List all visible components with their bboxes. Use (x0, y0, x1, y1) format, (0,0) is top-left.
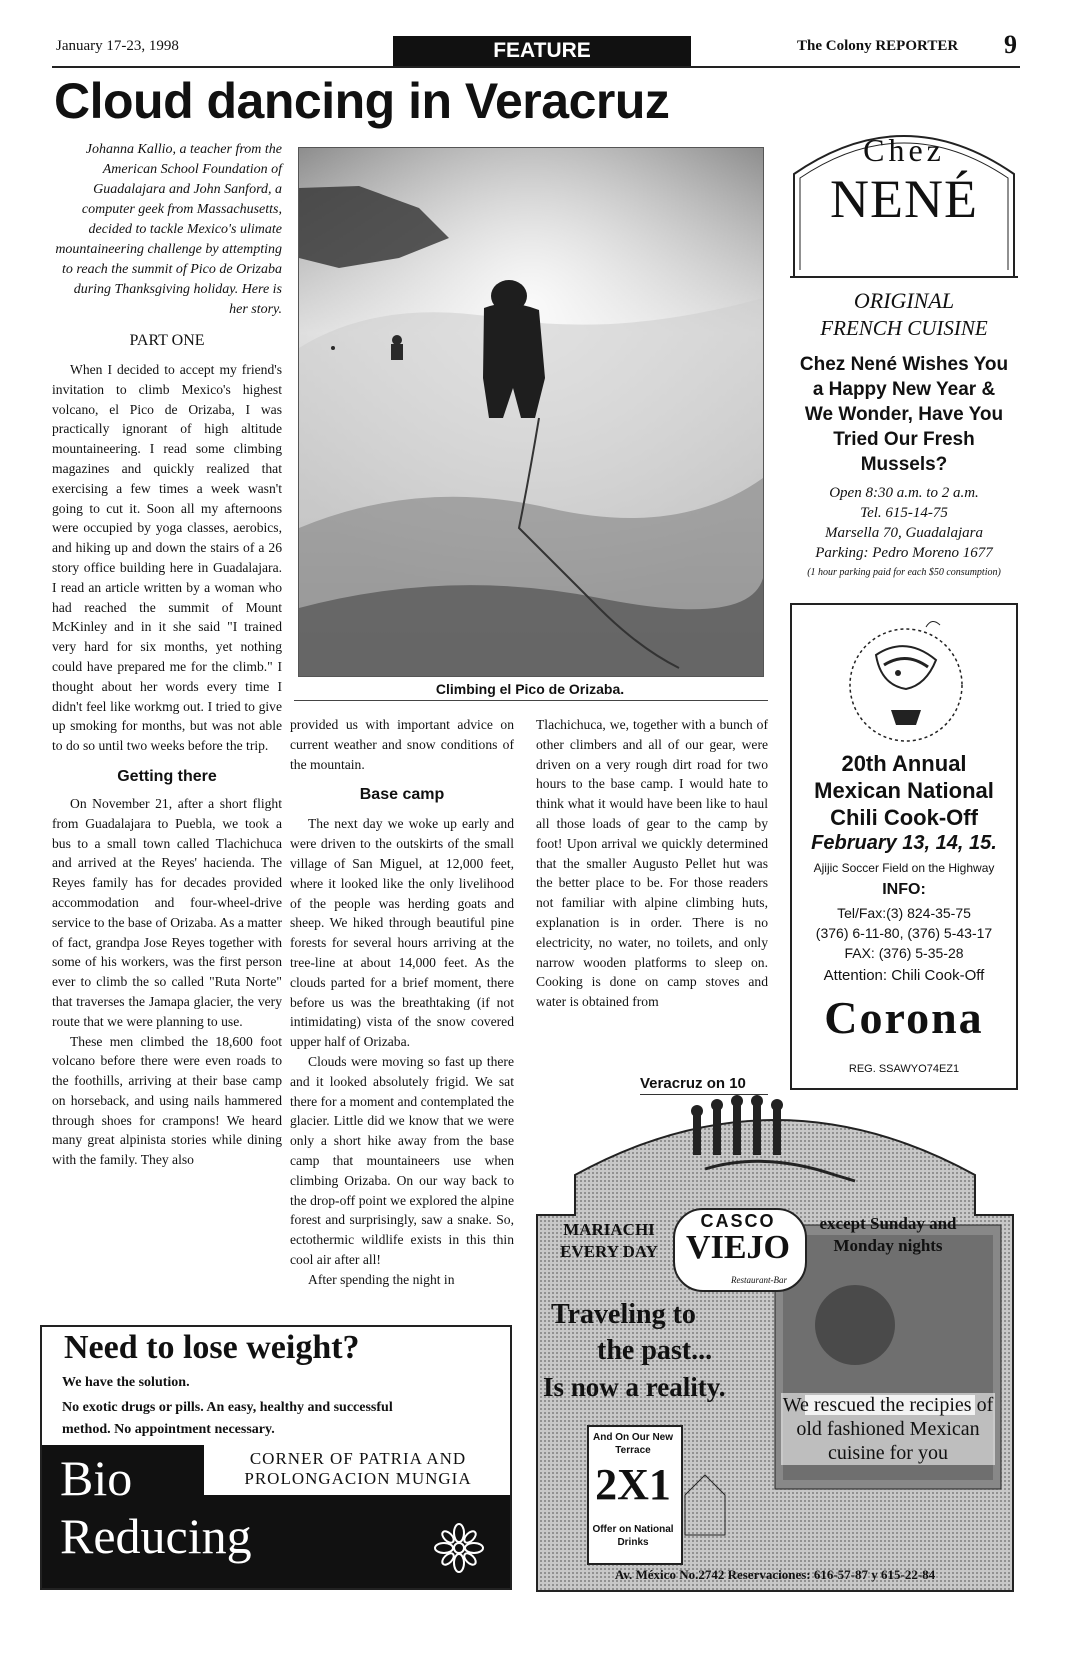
ad-chez-nene (790, 120, 1018, 582)
chez-headline: Chez Nené Wishes You a Happy New Year & We Wonder, Have You Tried Our Fresh Mussels? (799, 354, 1009, 475)
chili-phones: (376) 6-11-80, (376) 5-43-17 (815, 925, 993, 941)
newspaper-name: The Colony REPORTER (797, 38, 959, 54)
casco-except: except Sunday and Monday nights (819, 1214, 957, 1255)
chez-logo-main: NENÉ (830, 169, 978, 229)
casco-logo-bottom: VIEJO (686, 1229, 790, 1266)
casco-rescued: We rescued the recipies of old fashioned Mexican cuisine for you (782, 1394, 994, 1464)
chili-contacts (792, 903, 1016, 963)
chili-title-mexican: Mexican National (814, 778, 994, 803)
casco-offer-bottom: Offer on National Drinks (592, 1524, 674, 1548)
paragraph: After spending the night in (308, 1271, 455, 1287)
corona-logo: Corona (824, 992, 984, 1043)
chili-location: Ajijic Soccer Field on the Highway (813, 861, 995, 875)
casco-logo-top: CASCO (700, 1211, 776, 1231)
header-rule (52, 66, 1020, 68)
climber-photo-image (299, 148, 763, 676)
ad-bio-reducing (40, 1325, 512, 1590)
bio-address: CORNER OF PATRIA AND PROLONGACION MUNGIA (244, 1449, 472, 1488)
casco-address: Av. México No.2742 Reservaciones: 616-57-87 y 615-22-84 (614, 1567, 936, 1582)
chili-fax: FAX: (376) 5-35-28 (844, 945, 964, 961)
paragraph: The next day we woke up early and were driven to the outskirts of the small village of San Miguel, at 12,000 feet, where it looked like the only livelihood of the people was herding goats and sheep. We hiked through beautiful pine forests for several hours arriving at the tree-line at about 14,000 feet. As the clouds parted for a brief moment, there before us was the breathtaking (if not intimidating) vista of the snow covered upper half of Orizaba. (290, 816, 514, 1050)
chili-attention: Attention: Chili Cook-Off (823, 967, 985, 984)
paragraph: provided us with important advice on current weather and snow conditions of the mountain. (290, 717, 514, 772)
casco-slogan (543, 1297, 773, 1405)
chez-logo-top: Chez (863, 132, 945, 168)
page-number: 9 (1004, 30, 1017, 59)
photo-caption: Climbing el Pico de Orizaba. (435, 681, 625, 697)
casco-offer-big: 2X1 (595, 1460, 671, 1509)
chili-telfax: Tel/Fax:(3) 824-35-75 (837, 905, 971, 921)
ad-chili-cookoff (790, 603, 1018, 1090)
casco-slogan-1: Traveling to (551, 1299, 696, 1330)
caption-rule (294, 700, 768, 701)
chez-tel: Tel. 615-14-75 (860, 505, 948, 521)
bio-line-method: No exotic drugs or pills. An easy, healthy and successful method. No appointment necessary. (62, 1400, 393, 1437)
flower-icon (434, 1523, 484, 1573)
chez-details (790, 483, 1018, 582)
subhead-getting-there: Getting there (117, 767, 217, 785)
column-3 (536, 715, 768, 1012)
chez-tag-original: ORIGINAL (853, 288, 955, 313)
paragraph: When I decided to accept my friend's invitation to climb Mexico's highest volcano, el Pico de Orizaba, I was practically ignorant of high altitude mountaineering. I read some climbing magazines and quickly realized that exercising a few times a week wasn't going to cut it. Soon all my afternoons were occupied by yoga classes, aerobics, and hiking up and down the stairs of a 26 story office building here in Guadalajara. I read an article written by a woman who had reached the summit of Mount McKinley and in it she said "I trained very hard for six months, yet nothing could have prepared me for the climb." I thought about her words every time I didn't feel like workmg out. I tried to give up smoking for months, but was not able to do so until two weeks before the trip. (52, 362, 282, 754)
chili-dates: February 13, 14, 15. (811, 832, 997, 854)
chez-divider (790, 276, 1018, 278)
casco-mariachi: MARIACHI EVERY DAY (560, 1220, 658, 1261)
casco-slogan-2: the past... (597, 1335, 713, 1366)
paragraph: On November 21, after a short flight from Guadalajara to Puebla, we took a bus to a small town called Tlachichuca and arrived at the Reyes' hacienda. The Reyes family has for decades provided accommodation and four-wheel-drive service to the base of Orizaba. As a matter of fact, grandpa Jose Reyes together with some of his workers, was the first person ever to climb the so called "Ruta Norte" that traverses the Jamapa glacier, the very route that we were planning to use. (52, 795, 282, 1029)
column-1 (52, 332, 282, 1170)
article-headline: Cloud dancing in Veracruz (54, 73, 670, 129)
chez-address: Marsella 70, Guadalajara (825, 525, 983, 541)
bio-brand-bio: Bio (60, 1450, 133, 1506)
chili-info-label: INFO: (882, 881, 926, 898)
bio-line-solution: We have the solution. (62, 1375, 190, 1390)
issue-date: January 17-23, 1998 (56, 38, 179, 54)
chez-tag-french: FRENCH CUISINE (820, 316, 988, 340)
column-2 (290, 715, 514, 1290)
article-photo (298, 147, 764, 677)
part-heading: PART ONE (129, 332, 205, 349)
casco-subtitle: Restaurant-Bar (731, 1275, 787, 1285)
casco-offer-top: And On Our New Terrace (593, 1432, 673, 1456)
chili-title-cookoff: Chili Cook-Off (830, 805, 978, 830)
bio-brand-reducing: Reducing (60, 1508, 252, 1564)
chili-cookoff-seal-icon (836, 615, 976, 745)
article-intro: Johanna Kallio, a teacher from the American School Foundation of Guadalajara and John Sanford, a computer geek from Massachusetts, decided to tackle Mexico's ulimate mountaineering challenge by attempting to reach the summit of Pico de Orizaba during Thanksgiving holiday. Here is her story. (55, 142, 282, 317)
ad-casco-viejo (535, 1095, 1015, 1595)
paragraph: Tlachichuca, we, together with a bunch of other climbers and all of our gear, were driven on a very rough dirt road for two hours to the base camp. I would hate to think what it would have been like to haul all those loads of gear to the camp by foot! Upon arrival we quickly determined that the smaller Augusto Pellet hut was the better place to be. For those readers not familiar with alpine climbing huts, explanation is in order. There is no electricity, no water, no toilets, and only narrow wooden platforms to sleep on. Cooking is done on camp stoves and water is obtained from (536, 717, 768, 1010)
chez-parking: Parking: Pedro Moreno 1677 (815, 545, 993, 561)
section-banner: FEATURE (393, 36, 691, 66)
paragraph: Clouds were moving so fast up there and it looked absolutely frigid. We sat there for a moment and contemplated the glacier. Little did we know that we were only a short hike away from the base camp that mountaineers use when climbing Orizaba. On our way back to the drop-off point we explored the alpine forest and surprisingly, saw a snake. So, ectothermic wildlife exists in this thin cool air after all! (290, 1053, 514, 1267)
jump-line[interactable]: Veracruz on 10 (640, 1075, 746, 1092)
bio-headline: Need to lose weight? (64, 1329, 360, 1366)
chez-hours: Open 8:30 a.m. to 2 a.m. (829, 485, 979, 501)
casco-slogan-3: Is now a reality. (543, 1372, 726, 1402)
chili-title-annual: 20th Annual (841, 751, 967, 776)
chez-note: (1 hour parking paid for each $50 consumption) (807, 567, 1001, 578)
corona-reg: REG. SSAWYO74EZ1 (848, 1063, 960, 1075)
subhead-base-camp: Base camp (359, 786, 445, 804)
paragraph: These men climbed the 18,600 foot volcano before there were even roads to the foothills, arriving at their base camp on horseback, and using nails hammered through shoes for crampons! We heard many great alpinista stories while dining with the family. They also (52, 1033, 282, 1168)
